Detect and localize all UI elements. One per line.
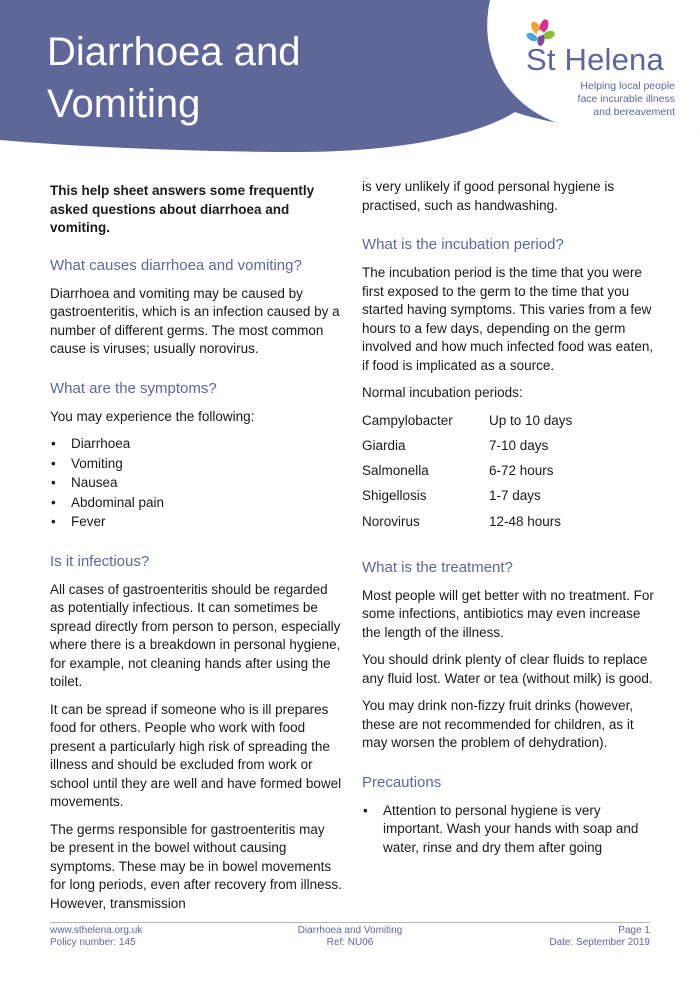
heading-incubation: What is the incubation period?	[362, 236, 564, 253]
footer-website: www.sthelena.org.uk	[50, 925, 143, 936]
incubation-text: The incubation period is the time that you were first exposed to the germ to the time that you started having symptoms. This varies from a few hours to a few days, depending on the germ involved and how much infected food was eaten, if food is implicated as a source.	[362, 265, 654, 373]
infectious-text: All cases of gastroenteritis should be regarded as potentially infectious. It can sometimes be spread directly from person to person, especially where there is a breakdown in personal hygiene, for example, not cleaning hands after using the toilet.	[50, 581, 341, 689]
organism-cell: Giardia	[362, 437, 406, 453]
page-footer	[50, 922, 650, 949]
logo-tagline-line: face incurable illness	[577, 93, 675, 105]
organism-cell: Salmonella	[362, 463, 429, 479]
logo-tagline	[535, 80, 675, 119]
right-column	[362, 178, 654, 866]
list-item: • Vomiting	[50, 455, 342, 474]
footer-page: Page 1	[618, 925, 650, 936]
incubation-table	[362, 412, 654, 538]
footer-doc-title: Diarrhoea and Vomiting	[297, 925, 403, 936]
list-item: • Diarrhoea	[50, 435, 342, 454]
causes-text: Diarrhoea and vomiting may be caused by gastroenteritis, which is an infection caused by a number of different germs. The most common cause is viruses; usually norovirus.	[50, 285, 340, 356]
treatment-text: Most people will get better with no treatment. For some infections, antibiotics may even increase the length of the illness.	[362, 587, 654, 640]
heading-causes: What causes diarrhoea and vomiting?	[50, 256, 302, 274]
table-row	[362, 487, 654, 512]
title-line: Vomiting	[47, 82, 201, 126]
left-column	[50, 178, 342, 922]
organism-cell: Norovirus	[362, 513, 420, 529]
period-cell: 6-72 hours	[489, 463, 554, 479]
title-line: Diarrhoea and	[47, 30, 301, 74]
period-cell: 12-48 hours	[489, 513, 562, 529]
heading-symptoms: What are the symptoms?	[50, 379, 217, 397]
table-row	[362, 412, 654, 437]
infectious-text: The germs responsible for gastroenteritis may be present in the bowel without causing symptoms. These may be in bowel movements for long periods, even after recovery from illness. However, transmission	[50, 821, 342, 911]
table-row	[362, 462, 654, 487]
list-item: • Attention to personal hygiene is very important. Wash your hands with soap and water, rinse and dry them after going	[362, 802, 654, 858]
incubation-table-label: Normal incubation periods:	[362, 385, 523, 400]
list-item: • Nausea	[50, 474, 342, 493]
page-title	[47, 26, 301, 130]
infectious-text: It can be spread if someone who is ill prepares food for others. People who work with food present a particularly high risk of spreading the illness and should be excluded from work or school until they are well and have formed bowel movements.	[50, 701, 342, 809]
heading-infectious: Is it infectious?	[50, 552, 150, 570]
footer-left	[50, 925, 250, 949]
list-item: • Fever	[50, 513, 342, 532]
period-cell: Up to 10 days	[489, 412, 573, 428]
symptoms-list	[50, 435, 342, 532]
heading-treatment: What is the treatment?	[362, 558, 513, 576]
header-banner	[0, 0, 700, 165]
table-row	[362, 513, 654, 538]
footer-policy: Policy number: 145	[50, 937, 136, 948]
logo-tagline-line: and bereavement	[593, 106, 675, 118]
period-cell: 1-7 days	[489, 488, 541, 504]
footer-center	[250, 925, 450, 949]
organism-cell: Campylobacter	[362, 412, 453, 428]
footer-date: Date: September 2019	[549, 937, 650, 948]
st-helena-logo	[522, 18, 682, 128]
footer-right	[450, 925, 650, 949]
list-item: • Abdominal pain	[50, 494, 342, 513]
logo-name: St Helena	[526, 42, 664, 77]
symptoms-lead: You may experience the following:	[50, 408, 255, 424]
period-cell: 7-10 days	[489, 437, 549, 453]
footer-ref: Ref: NU06	[326, 937, 374, 948]
table-row	[362, 437, 654, 462]
treatment-text: You may drink non-fizzy fruit drinks (however, these are not recommended for children, as it may worsen the problem of dehydration).	[362, 698, 634, 751]
logo-tagline-line: Helping local people	[580, 80, 675, 92]
precautions-list	[362, 802, 654, 858]
heading-precautions: Precautions	[362, 773, 442, 791]
treatment-text: You should drink plenty of clear fluids to replace any fluid lost. Water or tea (without milk) is good.	[362, 652, 653, 686]
intro-text: This help sheet answers some frequently asked questions about diarrhoea and vomiting.	[50, 183, 315, 235]
organism-cell: Shigellosis	[362, 488, 427, 504]
continued-text: is very unlikely if good personal hygiene is practised, such as handwashing.	[362, 179, 615, 213]
